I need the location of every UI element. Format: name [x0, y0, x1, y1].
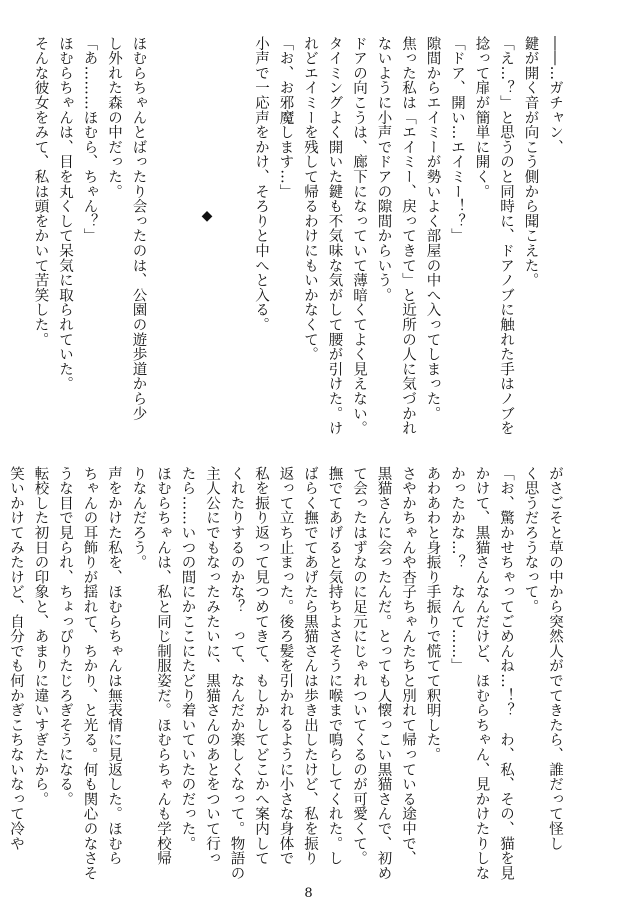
text-line: 撫でてあげると気持ちよさそうに喉まで鳴らしてくれた。し — [326, 466, 343, 866]
text-line: うな目で見られ、ちょっぴりたじろぎそうになる。 — [57, 466, 73, 807]
text-line: たら……いつの間にかここにたどり着いていたのだった。 — [179, 466, 196, 851]
text-line: ほむらちゃんは、私と同じ制服姿だ。ほむらちゃんも学校帰 — [155, 466, 171, 866]
text-line: さやかちゃんや杏子ちゃんたちと別れて帰っている途中で、 — [400, 466, 416, 866]
text-line: かけて、黒猫さんなんだけど、ほむらちゃん、見かけたりしな — [473, 466, 490, 881]
text-line: れどエイミーを残して帰るわけにもいかなくて。 — [302, 36, 318, 362]
text-line: ほむらちゃんは、目を丸くして呆気に取られていた。 — [57, 36, 73, 392]
text-line: がさごそと草の中から突然人がでてきたら、誰だって怪し — [547, 466, 563, 851]
text-line: 「お、驚かせちゃってごめんね…！？ わ、私、その、猫を見 — [498, 466, 514, 881]
text-line: ちゃんの耳飾りが揺れて、ちかり、と光る。何も関心のなさそ — [81, 466, 98, 881]
text-line: かったかな…？ なんて……」 — [449, 466, 465, 674]
text-line: りなんだろう。 — [130, 466, 147, 570]
text-line: 声をかけた私を、ほむらちゃんは無表情に見返した。ほむら — [106, 466, 122, 866]
text-line: 「ドア、開い…エイミー！？」 — [449, 36, 465, 244]
text-line: 黒猫さんに会ったんだ。とっても人懐っこい黒猫さんで、初め — [375, 466, 392, 881]
text-line: ないように小声でドアの隙間からいう。 — [375, 36, 392, 303]
text-line: 「え…？」と思うのと同時に、ドアノブに触れた手はノブを — [498, 36, 514, 436]
text-line: くれたりするのかな？ って、なんだか楽しくなって。物語の — [228, 466, 245, 881]
text-line: ばらく撫でてあげたら黒猫さんは歩き出したけど、私を振り — [302, 466, 318, 866]
text-line: 転校した初日の印象と、あまりに違いすぎたから。 — [32, 466, 49, 807]
text-line: 小声で一応声をかけ、そろりと中へと入る。 — [253, 36, 269, 332]
text-line: ドアの向こうは、廊下になっていて薄暗くてよく見えない。 — [351, 36, 367, 436]
text-line: し外れた森の中だった。 — [106, 36, 122, 199]
text-line: ほむらちゃんとばったり会ったのは、公園の遊歩道から少 — [130, 36, 147, 421]
text-line: て会ったはずなのに足元にじゃれついてくるのが可愛くて。 — [351, 466, 367, 866]
text-line: 私を振り返って見つめてきて、もしかしてどこかへ案内して — [253, 466, 269, 866]
text-line: 鍵が開く音が向こう側から聞こえた。 — [522, 36, 539, 288]
text-line: 焦った私は「エイミー、戻ってきて」と近所の人に気づかれ — [400, 36, 416, 436]
text-line: あわあわと身振り手振りで慌てて釈明した。 — [424, 466, 441, 762]
text-line: 「あ………ほむら、ちゃん？」 — [81, 36, 98, 244]
upper-text-block — [32, 36, 567, 436]
text-line: 隙間からエイミーが勢いよく部屋の中へ入ってしまった。 — [424, 36, 441, 421]
lower-text-block — [8, 466, 567, 881]
text-line: そんな彼女をみて、私は頭をかいて苦笑した。 — [32, 36, 49, 347]
text-line: く思うだろうなって。 — [522, 466, 539, 614]
text-line: 「お、お邪魔します…」 — [277, 36, 294, 199]
text-line: 笑いかけてみたけど、自分でも何かぎこちないなって冷や — [8, 466, 24, 851]
page-number: 8 — [304, 886, 313, 901]
text-line: 主人公にでもなったみたいに、黒猫さんのあとをついて行っ — [204, 466, 220, 866]
text-line: タイミングよく開いた鍵も不気味な気がして腰が引けた。け — [326, 36, 343, 436]
text-line: ――…ガチャン、 — [547, 36, 563, 155]
text-line: 返って立ち止まった。後ろ髪を引かれるように小さな身体で — [277, 466, 294, 866]
text-line: 捻って扉が簡単に開く。 — [473, 36, 490, 199]
section-break-diamond: ◆ — [201, 208, 213, 224]
